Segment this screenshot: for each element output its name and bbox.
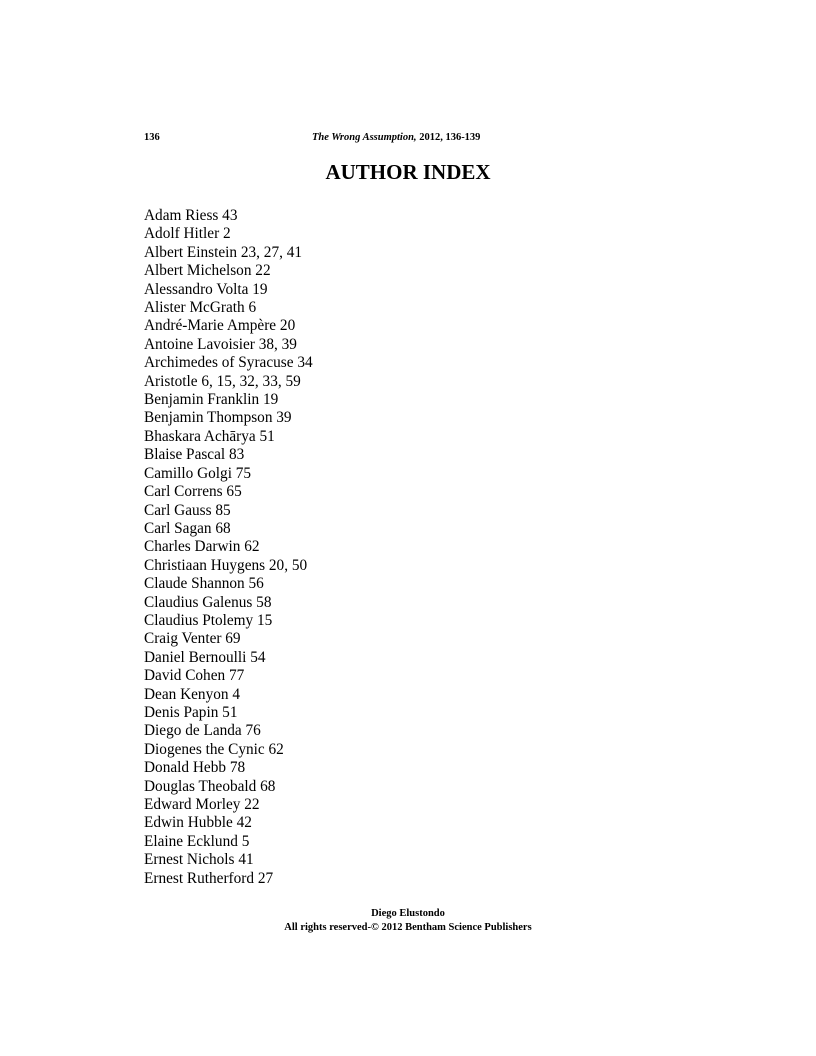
index-entry: Daniel Bernoulli 54 (144, 648, 266, 666)
index-entry: Carl Correns 65 (144, 483, 242, 501)
page-title: AUTHOR INDEX (325, 160, 491, 184)
index-entry: Carl Sagan 68 (144, 519, 231, 537)
index-entry: Donald Hebb 78 (144, 759, 246, 777)
index-entry: Adolf Hitler 2 (144, 225, 231, 243)
index-entry: Benjamin Thompson 39 (144, 409, 292, 427)
index-entry: Douglas Theobald 68 (144, 777, 276, 795)
index-entry: Elaine Ecklund 5 (144, 832, 250, 850)
index-entry: Denis Papin 51 (144, 703, 238, 721)
index-entry: Christiaan Huygens 20, 50 (144, 556, 308, 574)
index-entry: Carl Gauss 85 (144, 501, 231, 519)
index-entry: David Cohen 77 (144, 667, 245, 685)
index-entry: Claudius Ptolemy 15 (144, 611, 273, 629)
index-entry: Alister McGrath 6 (144, 299, 257, 317)
index-entry: Craig Venter 69 (144, 630, 241, 648)
index-entry: Claudius Galenus 58 (144, 593, 272, 611)
author-index-list (144, 207, 313, 888)
index-entry: Camillo Golgi 75 (144, 464, 252, 482)
footer-copyright: All rights reserved-© 2012 Bentham Science Publishers (284, 922, 532, 933)
index-entry: Dean Kenyon 4 (144, 685, 241, 703)
index-entry: Edwin Hubble 42 (144, 814, 252, 832)
index-entry: Archimedes of Syracuse 34 (144, 354, 313, 372)
index-entry: André-Marie Ampère 20 (144, 317, 296, 335)
index-entry: Bhaskara Achārya 51 (144, 427, 275, 445)
page-footer (144, 907, 672, 935)
index-entry: Charles Darwin 62 (144, 538, 260, 556)
journal-title: The Wrong Assumption, (312, 132, 417, 143)
index-entry: Adam Riess 43 (144, 207, 238, 224)
running-head (144, 132, 672, 148)
index-entry: Benjamin Franklin 19 (144, 391, 279, 409)
index-entry: Blaise Pascal 83 (144, 446, 245, 464)
index-entry: Edward Morley 22 (144, 796, 260, 813)
index-entry: Ernest Rutherford 27 (144, 869, 274, 887)
index-entry: Aristotle 6, 15, 32, 33, 59 (144, 372, 301, 390)
journal-details: 2012, 136-139 (416, 132, 481, 143)
index-entry: Albert Michelson 22 (144, 262, 271, 280)
index-entry: Ernest Nichols 41 (144, 851, 254, 869)
index-entry: Alessandro Volta 19 (144, 280, 268, 298)
index-entry: Diego de Landa 76 (144, 722, 261, 740)
index-entry: Claude Shannon 56 (144, 575, 264, 593)
footer-author: Diego Elustondo (371, 908, 445, 919)
index-entry: Antoine Lavoisier 38, 39 (144, 335, 297, 353)
page-number: 136 (144, 132, 160, 143)
index-entry: Albert Einstein 23, 27, 41 (144, 243, 303, 261)
index-entry: Diogenes the Cynic 62 (144, 740, 284, 758)
journal-reference (312, 132, 480, 143)
